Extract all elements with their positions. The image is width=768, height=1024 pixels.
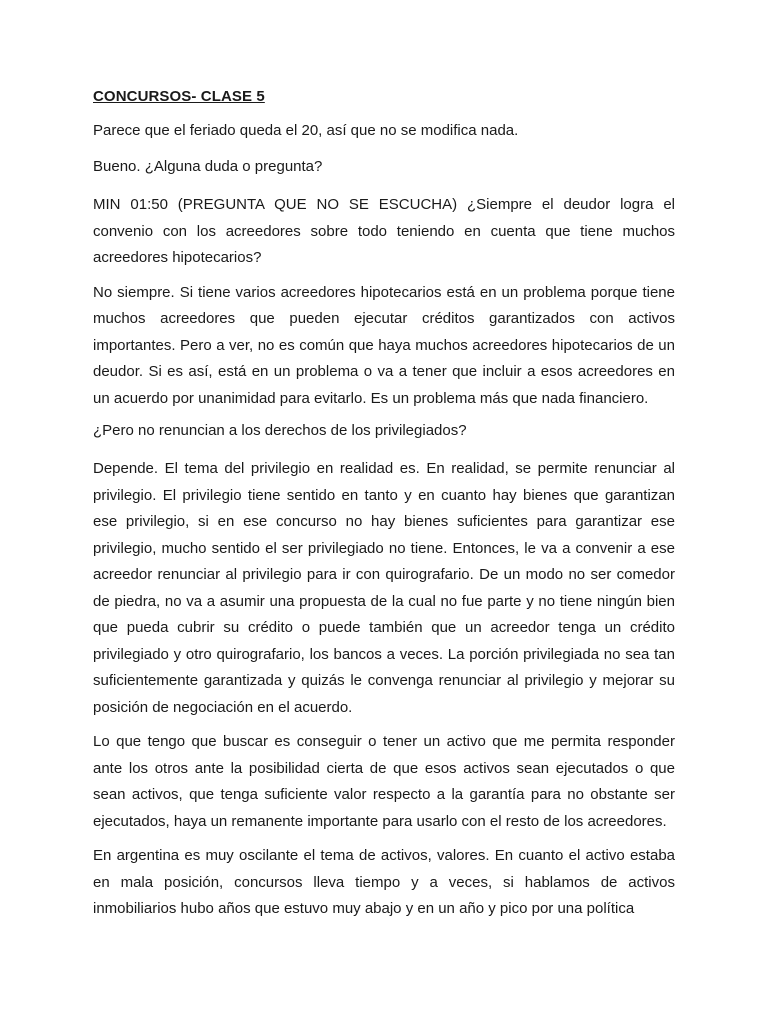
document-title: CONCURSOS- CLASE 5 [93, 88, 265, 105]
paragraph: Depende. El tema del privilegio en realidad es. En realidad, se permite renunciar al privilegio. El privilegio tiene sentido en tanto y en cuanto hay bienes que garantizan ese privilegio, si en ese concurso no hay bienes suficientes para garantizar ese privilegio, mucho sentido el ser privilegiado no tiene. Entonces, le va a convenir a ese acreedor renunciar al privilegio para ir con quirografario. De un modo no ser comedor de piedra, no va a asumir una propuesta de la cual no fue parte y no tiene ningún bien que pueda cubrir su crédito o puede también que un acreedor tenga un crédito privilegiado y otro quirografario, los bancos a veces. La porción privilegiada no sea tan suficientemente garantizada y quizás le convenga renunciar al privilegio y mejorar su posición de negociación en el acuerdo. [93, 460, 675, 716]
paragraph: No siempre. Si tiene varios acreedores hipotecarios está en un problema porque tiene muchos acreedores que pueden ejecutar créditos garantizados con activos importantes. Pero a ver, no es común que haya muchos acreedores hipotecarios de un deudor. Si es así, está en un problema o va a tener que incluir a esos acreedores en un acuerdo por unanimidad para evitarlo. Es un problema más que nada financiero. [93, 283, 675, 407]
paragraph: ¿Pero no renuncian a los derechos de los privilegiados? [93, 422, 467, 439]
paragraph: MIN 01:50 (PREGUNTA QUE NO SE ESCUCHA) ¿Siempre el deudor logra el convenio con los acreedores sobre todo teniendo en cuenta que tiene muchos acreedores hipotecarios? [93, 196, 675, 266]
paragraph: En argentina es muy oscilante el tema de activos, valores. En cuanto el activo estaba en mala posición, concursos lleva tiempo y a veces, si hablamos de activos inmobiliarios hubo años que estuvo muy abajo y en un año y pico por una política [93, 847, 675, 917]
paragraph: Parece que el feriado queda el 20, así que no se modifica nada. [93, 122, 519, 139]
document-body [93, 86, 675, 931]
paragraph: Bueno. ¿Alguna duda o pregunta? [93, 158, 323, 175]
paragraph: Lo que tengo que buscar es conseguir o tener un activo que me permita responder ante los otros ante la posibilidad cierta de que esos activos sean ejecutados o que sean activos, que tenga suficiente valor respecto a la garantía para no obstante ser ejecutados, haya un remanente importante para usarlo con el resto de los acreedores. [93, 733, 675, 830]
